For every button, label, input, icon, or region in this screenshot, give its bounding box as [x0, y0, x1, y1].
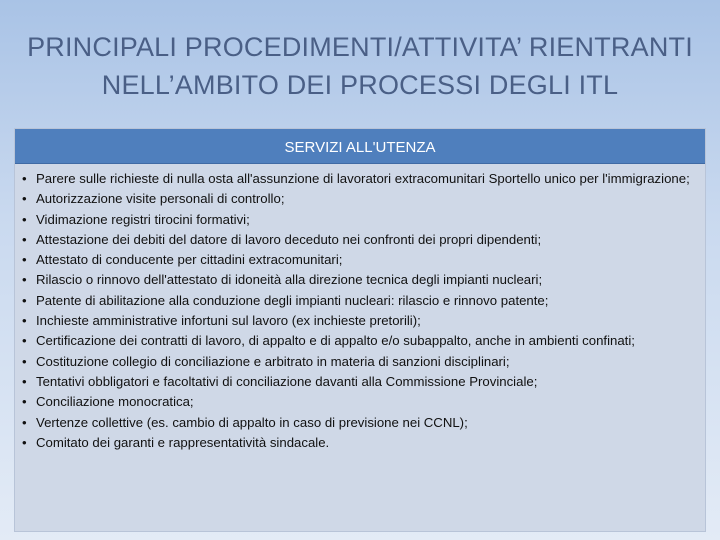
bullet-icon: •: [22, 272, 27, 288]
list-item-text: Comitato dei garanti e rappresentatività sindacale.: [36, 434, 330, 450]
bullet-icon: •: [22, 353, 27, 369]
list-item-text: Attestazione dei debiti del datore di lavoro deceduto nei confronti dei propri dipendenti;: [36, 231, 542, 247]
bullet-icon: •: [22, 231, 27, 247]
services-panel: [14, 128, 706, 532]
list-item-text: Parere sulle richieste di nulla osta all'assunzione di lavoratori extracomunitari Sportello unico per l'immigrazione;: [36, 171, 690, 186]
list-item-text: Tentativi obbligatori e facoltativi di conciliazione davanti alla Commissione Provinciale;: [36, 373, 538, 389]
list-item-text: Conciliazione monocratica;: [36, 394, 194, 410]
slide-title-line-1: PRINCIPALI PROCEDIMENTI/ATTIVITA’ RIENTRANTI: [27, 32, 693, 62]
panel-header: SERVIZI ALL'UTENZA: [15, 129, 705, 164]
list-item-text: Attestato di conducente per cittadini extracomunitari;: [36, 252, 343, 268]
list-item-text: Rilascio o rinnovo dell'attestato di idoneità alla direzione tecnica degli impianti nucleari;: [36, 272, 543, 288]
list-item: [22, 414, 695, 431]
list-item: [22, 393, 695, 410]
bullet-icon: •: [22, 171, 27, 186]
bullet-icon: •: [22, 434, 27, 450]
list-item: [22, 170, 695, 187]
list-item: [22, 312, 695, 329]
list-item: [22, 373, 695, 390]
bullet-icon: •: [22, 313, 27, 329]
list-item: [22, 332, 695, 349]
bullet-icon: •: [22, 292, 27, 308]
list-item-text: Costituzione collegio di conciliazione e arbitrato in materia di sanzioni disciplinari;: [36, 353, 510, 369]
list-item: [22, 251, 695, 268]
bullet-icon: •: [22, 333, 27, 349]
list-item: [22, 211, 695, 228]
list-item-text: Vidimazione registri tirocini formativi;: [36, 211, 250, 227]
bullet-icon: •: [22, 414, 27, 430]
list-item: [22, 353, 695, 370]
bullet-icon: •: [22, 252, 27, 268]
list-item: [22, 434, 695, 451]
bullet-icon: •: [22, 373, 27, 389]
list-item-text: Patente di abilitazione alla conduzione degli impianti nucleari: rilascio e rinnovo patente;: [36, 292, 549, 308]
list-item: [22, 231, 695, 248]
list-item-text: Vertenze collettive (es. cambio di appalto in caso di previsione nei CCNL);: [36, 414, 468, 430]
services-list: [15, 164, 705, 451]
bullet-icon: •: [22, 394, 27, 410]
list-item: [22, 292, 695, 309]
bullet-icon: •: [22, 211, 27, 227]
list-item-text: Autorizzazione visite personali di controllo;: [36, 191, 285, 207]
list-item-text: Inchieste amministrative infortuni sul lavoro (ex inchieste pretorili);: [36, 313, 421, 329]
list-item-text: Certificazione dei contratti di lavoro, di appalto e di appalto e/o subappalto, anche in ambienti confinati;: [36, 333, 635, 349]
slide-title: [0, 28, 720, 104]
list-item: [22, 271, 695, 288]
bullet-icon: •: [22, 191, 27, 207]
list-item: [22, 190, 695, 207]
slide-title-line-2: NELL’AMBITO DEI PROCESSI DEGLI ITL: [101, 70, 619, 100]
